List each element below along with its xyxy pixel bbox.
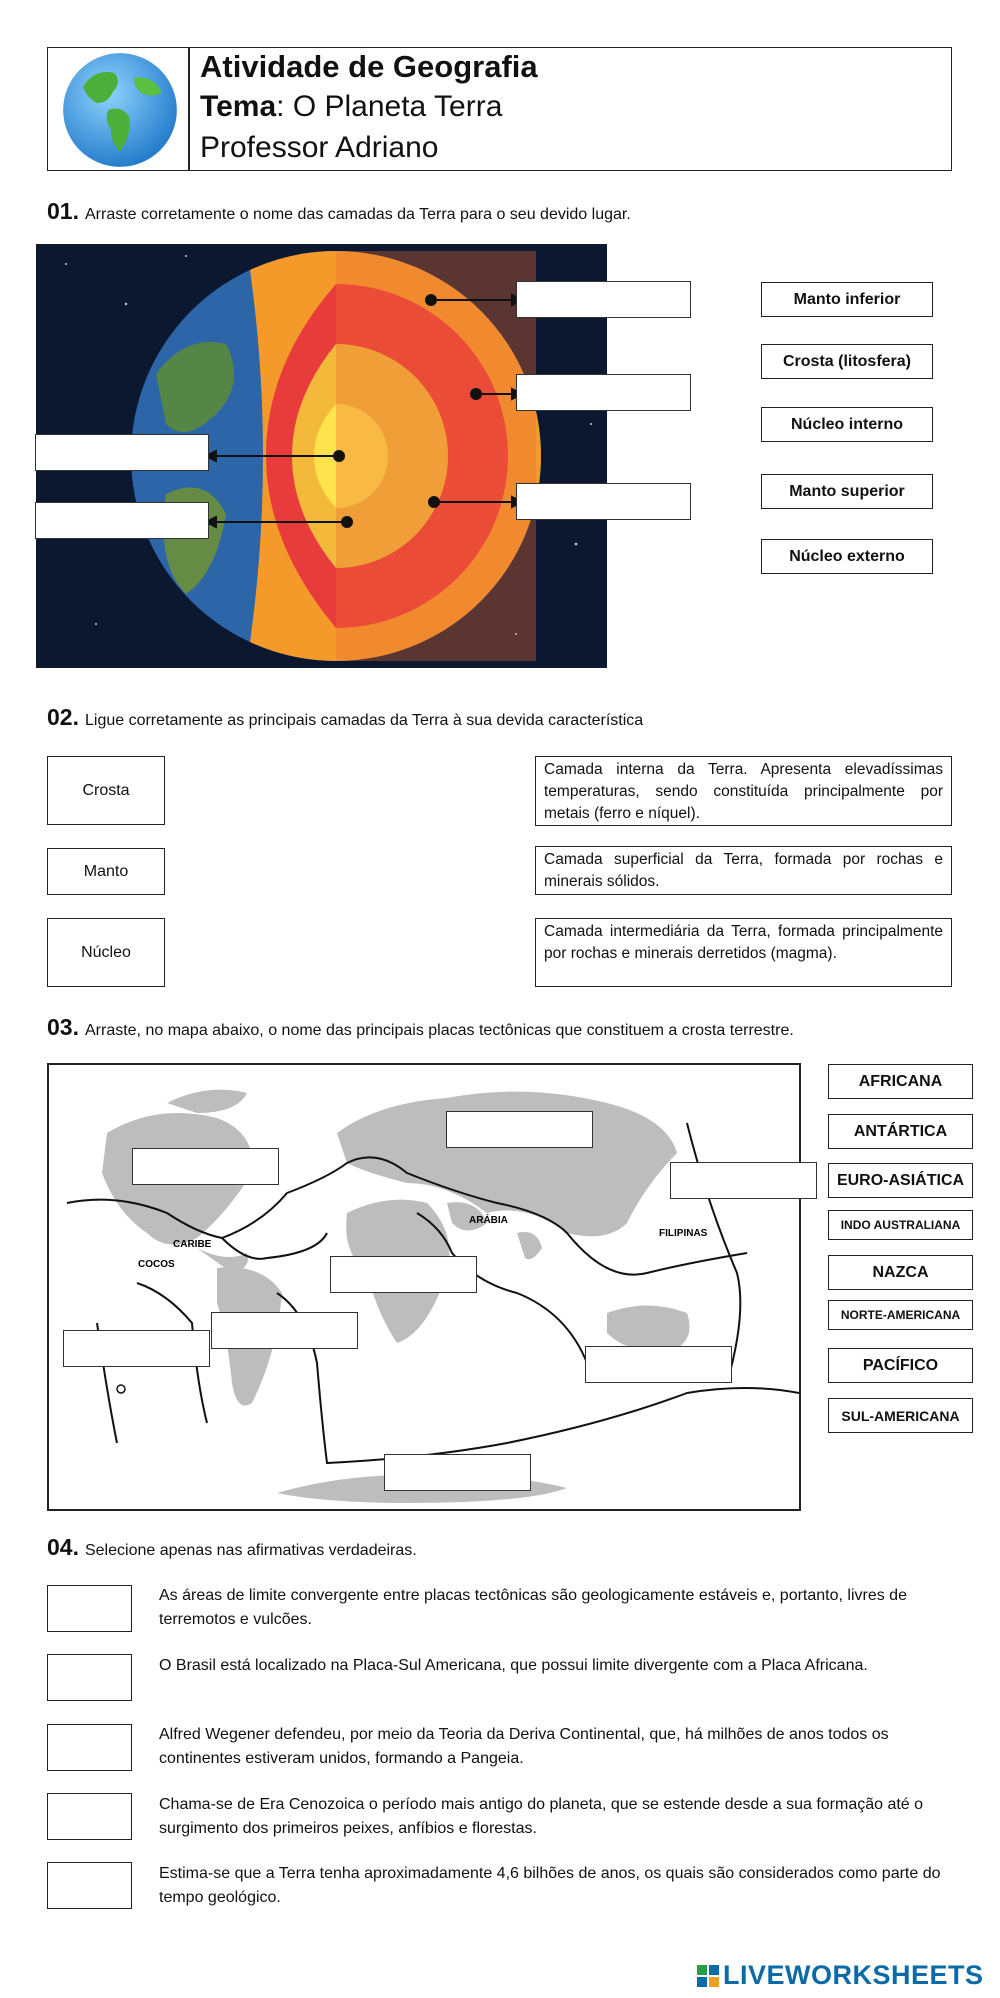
header-divider bbox=[188, 48, 190, 170]
q3-drop-box-4[interactable] bbox=[330, 1256, 477, 1293]
question-4-number: 04. bbox=[47, 1534, 79, 1560]
question-3-number: 03. bbox=[47, 1014, 79, 1040]
statement-1-text: As áreas de limite convergente entre placas tectônicas são geologicamente estáveis e, portanto, livres de terremotos e vulcões. bbox=[159, 1587, 907, 1628]
q3-drop-box-8[interactable] bbox=[384, 1454, 531, 1491]
q1-drop-box-5[interactable] bbox=[35, 502, 209, 539]
question-1-number: 01. bbox=[47, 198, 79, 224]
statement-3-text: Alfred Wegener defendeu, por meio da Teoria da Deriva Continental, que, há milhões de anos todos os continentes estiveram unidos, formando a Pangeia. bbox=[159, 1726, 889, 1767]
plate-indo-australiana[interactable]: INDO AUSTRALIANA bbox=[828, 1210, 973, 1240]
drag-label-manto-inferior[interactable]: Manto inferior bbox=[761, 282, 933, 317]
logo-icon bbox=[697, 1965, 719, 1987]
question-2-number: 02. bbox=[47, 704, 79, 730]
drag-label-manto-superior[interactable]: Manto superior bbox=[761, 474, 933, 509]
statement-5-checkbox[interactable] bbox=[47, 1862, 132, 1909]
description-3[interactable]: Camada intermediária da Terra, formada principalmente por rochas e minerais derretidos (magma). bbox=[535, 918, 952, 987]
map-label-arabia: ARÁBIA bbox=[469, 1215, 508, 1226]
q1-drop-box-1[interactable] bbox=[516, 281, 691, 318]
q3-drop-box-5[interactable] bbox=[63, 1330, 210, 1367]
question-4-heading bbox=[47, 1534, 417, 1561]
q1-drop-box-2[interactable] bbox=[516, 374, 691, 411]
layer-manto[interactable]: Manto bbox=[47, 848, 165, 895]
statement-4-checkbox[interactable] bbox=[47, 1793, 132, 1840]
map-label-filipinas: FILIPINAS bbox=[659, 1228, 708, 1239]
theme-label: Tema bbox=[200, 90, 277, 123]
q1-drop-box-3[interactable] bbox=[516, 483, 691, 520]
theme-line bbox=[200, 90, 502, 124]
plate-euro-asiatica[interactable]: EURO-ASIÁTICA bbox=[828, 1163, 973, 1198]
teacher-name: Professor Adriano bbox=[200, 131, 439, 164]
statement-3-checkbox[interactable] bbox=[47, 1724, 132, 1771]
statement-2-text: O Brasil está localizado na Placa-Sul Americana, que possui limite divergente com a Placa Africana. bbox=[159, 1657, 868, 1674]
statement-1-checkbox[interactable] bbox=[47, 1585, 132, 1632]
drag-label-crosta[interactable]: Crosta (litosfera) bbox=[761, 344, 933, 379]
q3-drop-box-6[interactable] bbox=[211, 1312, 358, 1349]
q1-drop-box-4[interactable] bbox=[35, 434, 209, 471]
question-1-heading bbox=[47, 198, 631, 225]
plate-norte-americana[interactable]: NORTE-AMERICANA bbox=[828, 1300, 973, 1330]
map-label-caribe: CARIBE bbox=[173, 1239, 212, 1250]
layer-crosta[interactable]: Crosta bbox=[47, 756, 165, 825]
statement-2-checkbox[interactable] bbox=[47, 1654, 132, 1701]
drag-label-nucleo-interno[interactable]: Núcleo interno bbox=[761, 407, 933, 442]
plate-africana[interactable]: AFRICANA bbox=[828, 1064, 973, 1099]
drag-label-nucleo-externo[interactable]: Núcleo externo bbox=[761, 539, 933, 574]
globe-icon bbox=[62, 52, 178, 168]
plate-nazca[interactable]: NAZCA bbox=[828, 1255, 973, 1290]
q3-drop-box-1[interactable] bbox=[132, 1148, 279, 1185]
page-title: Atividade de Geografia bbox=[200, 49, 538, 84]
plate-pacifico[interactable]: PACÍFICO bbox=[828, 1348, 973, 1383]
question-3-heading bbox=[47, 1014, 794, 1041]
statement-4-text: Chama-se de Era Cenozoica o período mais antigo do planeta, que se estende desde a sua formação até o surgimento dos primeiros peixes, anfíbios e florestas. bbox=[159, 1796, 924, 1837]
question-2-heading bbox=[47, 704, 643, 731]
plate-antartica[interactable]: ANTÁRTICA bbox=[828, 1114, 973, 1149]
description-1[interactable]: Camada interna da Terra. Apresenta elevadíssimas temperaturas, sendo constituída principalmente por metais (ferro e níquel). bbox=[535, 756, 952, 826]
map-label-cocos: COCOS bbox=[138, 1259, 175, 1270]
layer-nucleo[interactable]: Núcleo bbox=[47, 918, 165, 987]
q3-drop-box-7[interactable] bbox=[585, 1346, 732, 1383]
description-2[interactable]: Camada superficial da Terra, formada por rochas e minerais sólidos. bbox=[535, 846, 952, 895]
statement-5-text: Estima-se que a Terra tenha aproximadamente 4,6 bilhões de anos, os quais são considerados como parte do tempo geológico. bbox=[159, 1865, 941, 1906]
question-4-text: Selecione apenas nas afirmativas verdadeiras. bbox=[84, 1542, 417, 1559]
q3-drop-box-2[interactable] bbox=[446, 1111, 593, 1148]
liveworksheets-logo bbox=[697, 1960, 984, 1991]
question-2-text: Ligue corretamente as principais camadas da Terra à sua devida característica bbox=[84, 712, 644, 729]
q3-drop-box-3[interactable] bbox=[670, 1162, 817, 1199]
brand-name: LIVEWORKSHEETS bbox=[723, 1960, 984, 1990]
question-3-text: Arraste, no mapa abaixo, o nome das principais placas tectônicas que constituem a crosta terrestre. bbox=[84, 1022, 794, 1039]
plate-sul-americana[interactable]: SUL-AMERICANA bbox=[828, 1398, 973, 1433]
theme-value: : O Planeta Terra bbox=[276, 90, 503, 123]
question-1-text: Arraste corretamente o nome das camadas da Terra para o seu devido lugar. bbox=[84, 206, 631, 223]
